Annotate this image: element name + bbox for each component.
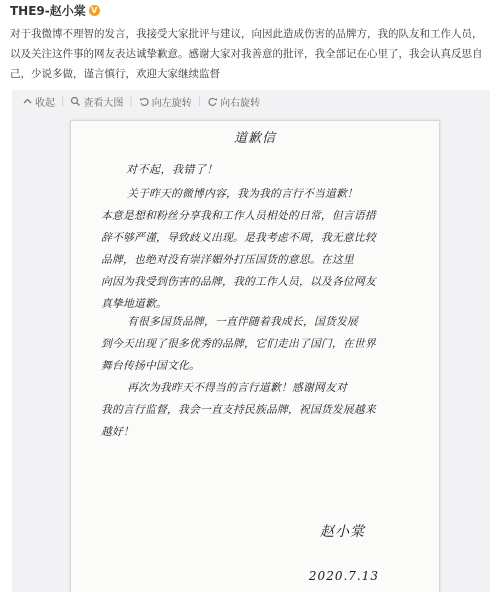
letter-line: 有很多国货品牌，一直伴随着我成长，国货发展 (127, 315, 358, 328)
letter-line: 向因为我受到伤害的品牌，我的工作人员，以及各位网友 (101, 275, 376, 288)
collapse-button[interactable] (22, 94, 55, 109)
letter-line: 本意是想和粉丝分享我和工作人员相处的日常，但言语措 (101, 209, 376, 222)
rotate-left-button[interactable] (139, 94, 192, 109)
rotate-left-icon (139, 96, 150, 107)
image-toolbar (12, 90, 260, 112)
toolbar-divider: | (129, 95, 133, 107)
view-large-label: 查看大图 (83, 97, 124, 109)
toolbar-divider: | (197, 95, 202, 107)
letter-line: 再次为我昨天不得当的言行道歉！感谢网友对 (127, 381, 347, 394)
image-viewer (12, 90, 490, 592)
letter-line: 品牌，也绝对没有崇洋媚外打压国货的意思。在这里 (101, 253, 354, 266)
letter-line: 真挚地道歉。 (101, 297, 167, 310)
author-name[interactable]: THE9-赵小棠 (10, 3, 86, 18)
rotate-right-button[interactable] (207, 94, 260, 109)
post-header (10, 2, 100, 18)
toolbar-divider: | (61, 95, 65, 107)
letter-line: 越好！ (101, 425, 134, 438)
letter-greeting: 对不起，我错了！ (126, 163, 218, 176)
rotate-left-label: 向左旋转 (151, 97, 192, 109)
magnifier-icon (70, 96, 81, 107)
apology-letter-image[interactable] (70, 120, 440, 592)
collapse-label: 收起 (35, 97, 55, 109)
post-text: 对于我微博不理智的发言，我接受大家批评与建议，向因此造成伤害的品牌方，我的队友和工作人员，以及关注这件事的网友表达诚挚歉意。感谢大家对我善意的批评，我全部记在心里了，我会认真反思自己，少说多做，谨言慎行，欢迎大家继续监督 (10, 28, 483, 80)
letter-line: 辞不够严谨，导致歧义出现。是我考虑不周，我无意比较 (101, 231, 376, 244)
rotate-right-icon (207, 96, 218, 107)
view-large-button[interactable] (70, 94, 123, 109)
letter-paragraph-3 (71, 377, 433, 443)
letter-line: 关于昨天的微博内容，我为我的言行不当道歉！ (127, 187, 358, 200)
letter-title: 道歉信 (233, 131, 276, 146)
letter-line: 到今天出现了很多优秀的品牌，它们走出了国门，在世界 (101, 337, 376, 350)
verified-badge-icon: V (89, 5, 100, 16)
letter-line: 舞台传扬中国文化。 (101, 359, 200, 372)
rotate-right-label: 向右旋转 (220, 97, 261, 109)
collapse-icon (22, 96, 33, 107)
letter-date: 2020.7.13 (308, 569, 379, 583)
letter-paragraph-1 (71, 183, 433, 315)
letter-line: 我的言行监督，我会一直支持民族品牌，祝国货发展越来 (101, 403, 376, 416)
letter-paragraph-2 (71, 311, 433, 377)
letter-signature: 赵小棠 (320, 524, 365, 540)
